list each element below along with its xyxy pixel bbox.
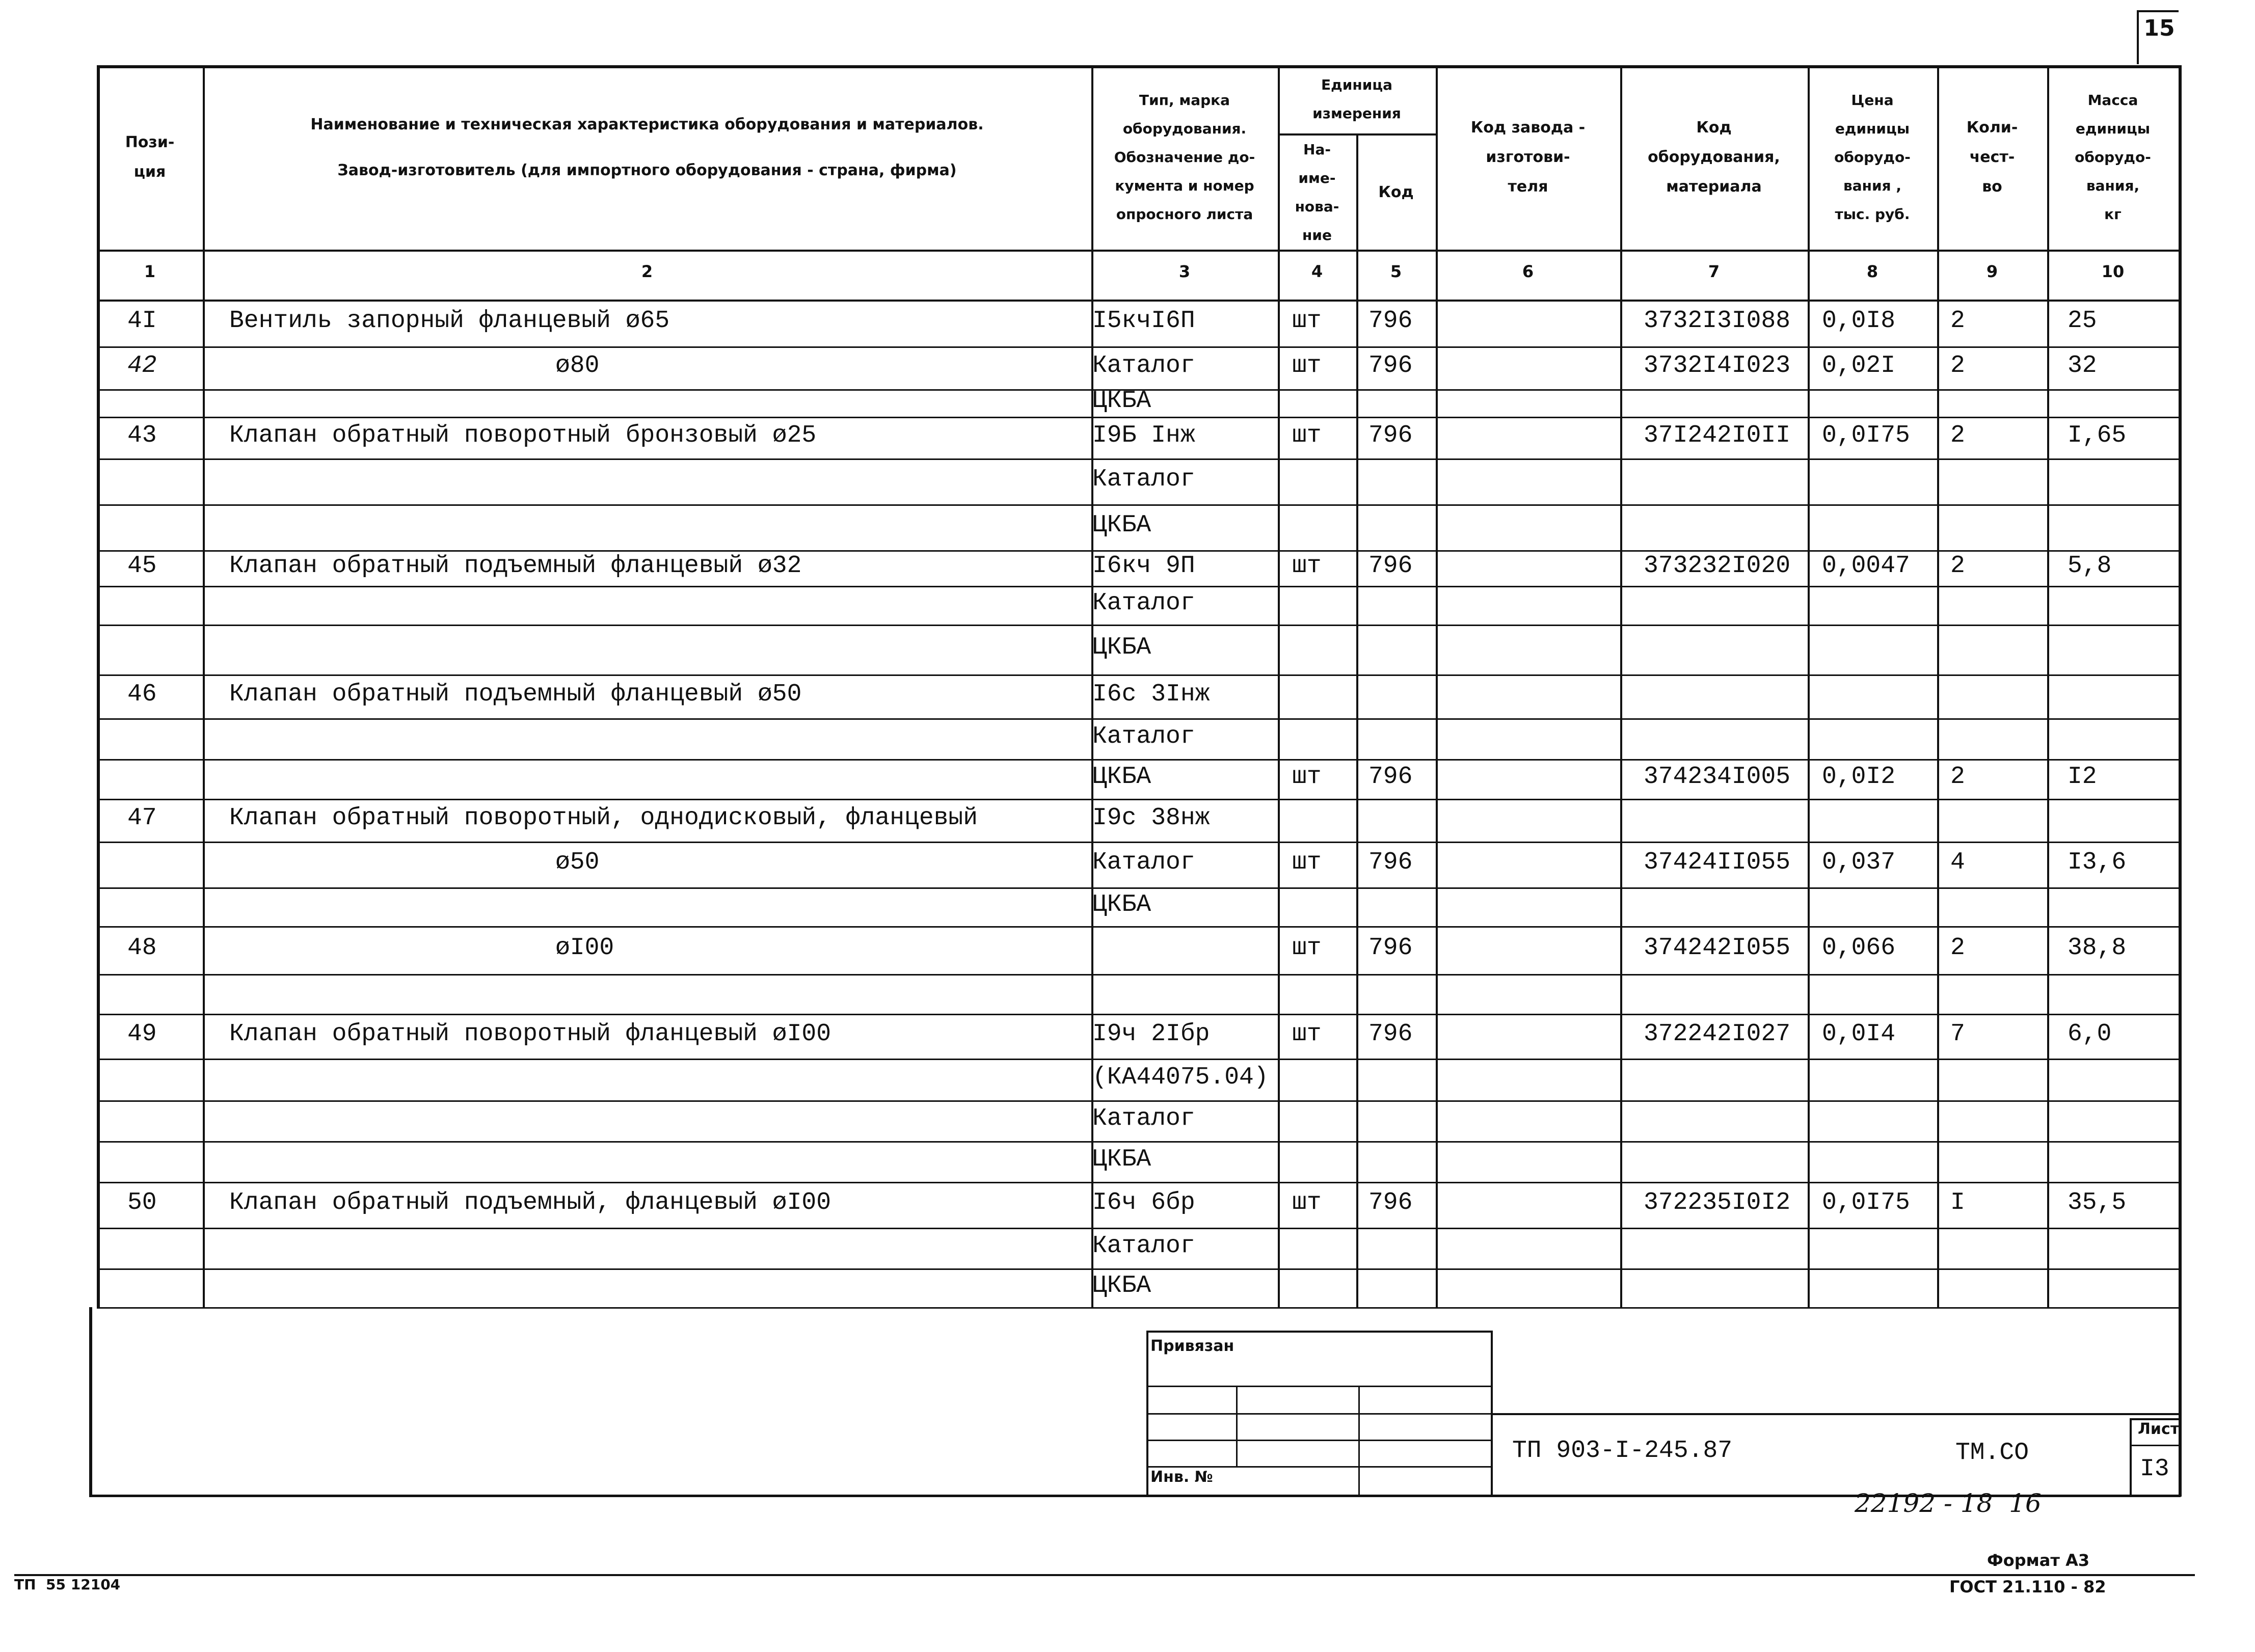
type-cell: I5кчI6П: [1092, 307, 1195, 335]
stamp-row: [1146, 1440, 1493, 1441]
mass-cell: I3,6: [2068, 849, 2127, 876]
column-number: 10: [2101, 262, 2125, 281]
row-divider: [97, 674, 2179, 676]
row-divider: [97, 799, 2179, 800]
unit-code-cell: 796: [1368, 1020, 1413, 1048]
stamp-row: [1146, 1413, 1493, 1415]
row-divider: [97, 1059, 2179, 1060]
type-cell: Каталог: [1092, 849, 1195, 876]
header-plant-code: Код завода - изготови- теля: [1470, 119, 1586, 196]
header-unit-name: На- име- нова- ние: [1295, 141, 1339, 243]
header-price: Цена единицы оборудо- вания , тыс. руб.: [1834, 92, 1911, 223]
unit-code-cell: 796: [1368, 352, 1413, 380]
row-divider: [97, 504, 2179, 506]
header-name-line2: Завод-изготовитель (для импортного оборудования - страна, фирма): [337, 161, 957, 179]
row-divider: [97, 926, 2179, 928]
type-cell: (КА44075.04): [1092, 1064, 1269, 1091]
mass-cell: 38,8: [2068, 934, 2127, 962]
footer-left-code: ТП 55 12104: [14, 1576, 121, 1593]
type-cell: Каталог: [1092, 723, 1195, 750]
unit-code-cell: 796: [1368, 763, 1413, 791]
column-number: 9: [1986, 262, 1998, 281]
header-quantity: Коли- чест- во: [1966, 119, 2018, 196]
equipment-code-cell: 374234I005: [1644, 763, 1791, 791]
name-cell: Вентиль запорный фланцевый ø65: [229, 307, 670, 335]
header-mass: Масса единицы оборудо- вания, кг: [2075, 92, 2151, 223]
type-cell: I6кч 9П: [1092, 552, 1195, 580]
type-cell: Каталог: [1092, 589, 1195, 617]
column-number-row-border: [97, 300, 2179, 302]
mass-cell: 25: [2068, 307, 2097, 335]
equipment-code-cell: 3732I3I088: [1644, 307, 1791, 335]
header-bottom-border: [97, 250, 2179, 252]
column-number: 7: [1708, 262, 1720, 281]
unit-name-cell: шт: [1292, 1189, 1322, 1216]
equipment-code-cell: 374242I055: [1644, 934, 1791, 962]
position-cell: 48: [127, 934, 157, 962]
sheet-box-left: [2130, 1418, 2132, 1495]
quantity-cell: 2: [1950, 422, 1965, 449]
unit-name-cell: шт: [1292, 1020, 1322, 1048]
table-right-border: [2179, 65, 2182, 1307]
frame-right-border: [2179, 1307, 2182, 1497]
sheet-box-divider: [2130, 1445, 2181, 1446]
stamp-doc-code: ТП 903-I-245.87: [1512, 1437, 1733, 1465]
stamp-section: ТМ.СО: [1955, 1439, 2029, 1467]
equipment-code-cell: 373232I020: [1644, 552, 1791, 580]
position-cell: 46: [127, 681, 157, 708]
price-cell: 0,066: [1822, 934, 1896, 962]
equipment-code-cell: 37I242I0II: [1644, 422, 1791, 449]
row-divider: [97, 759, 2179, 761]
price-cell: 0,0I8: [1822, 307, 1896, 335]
header-equipment-code: Код оборудования, материала: [1648, 119, 1780, 196]
price-cell: 0,0I75: [1822, 422, 1910, 449]
position-cell: 50: [127, 1189, 157, 1216]
price-cell: 0,02I: [1822, 352, 1896, 380]
unit-name-cell: шт: [1292, 422, 1322, 449]
row-divider: [97, 346, 2179, 348]
type-cell: ЦКБА: [1092, 763, 1151, 791]
quantity-cell: 2: [1950, 934, 1965, 962]
stamp-sheet-number: I3: [2140, 1455, 2169, 1483]
unit-name-cell: шт: [1292, 552, 1322, 580]
name-cell: ø80: [555, 352, 600, 380]
equipment-code-cell: 372242I027: [1644, 1020, 1791, 1048]
quantity-cell: 2: [1950, 552, 1965, 580]
footer-format: Формат А3: [1987, 1551, 2090, 1570]
name-cell: Клапан обратный поворотный, однодисковый, фланцевый: [229, 804, 978, 832]
mass-cell: I,65: [2068, 422, 2127, 449]
stamp-row: [1146, 1466, 1493, 1468]
row-divider: [97, 1141, 2179, 1143]
unit-name-cell: шт: [1292, 763, 1322, 791]
row-divider: [97, 887, 2179, 889]
equipment-code-cell: 3732I4I023: [1644, 352, 1791, 380]
type-cell: Каталог: [1092, 466, 1195, 493]
row-divider: [97, 1100, 2179, 1102]
title-block-top: [1491, 1413, 2181, 1415]
name-cell: Клапан обратный поворотный бронзовый ø25: [229, 422, 817, 449]
row-divider: [97, 718, 2179, 720]
handwritten-number: 22192 - 18 16: [1855, 1488, 2042, 1518]
quantity-cell: 2: [1950, 352, 1965, 380]
frame-left-border: [89, 1307, 92, 1497]
price-cell: 0,0I4: [1822, 1020, 1896, 1048]
position-cell: 45: [127, 552, 157, 580]
type-cell: ЦКБА: [1092, 387, 1151, 415]
footer-gost: ГОСТ 21.110 - 82: [1949, 1577, 2106, 1596]
page-number-box-top: [2137, 10, 2179, 12]
mass-cell: 32: [2068, 352, 2097, 380]
column-number: 6: [1522, 262, 1534, 281]
type-cell: ЦКБА: [1092, 1272, 1151, 1299]
type-cell: I6ч 6бр: [1092, 1189, 1195, 1216]
name-cell: Клапан обратный подъемный, фланцевый øI00: [229, 1189, 831, 1216]
stamp-right: [1491, 1331, 1493, 1495]
stamp-top: [1146, 1331, 1493, 1333]
row-divider: [97, 1228, 2179, 1229]
mass-cell: I2: [2068, 763, 2097, 791]
header-name-line1: Наименование и техническая характеристика оборудования и материалов.: [310, 116, 984, 133]
header-unit-group: Единица измерения: [1312, 76, 1401, 122]
unit-name-cell: шт: [1292, 934, 1322, 962]
quantity-cell: 2: [1950, 763, 1965, 791]
stamp-bound-label: Привязан: [1150, 1337, 1234, 1355]
type-cell: I9Б Iнж: [1092, 422, 1195, 449]
mass-cell: 6,0: [2068, 1020, 2112, 1048]
row-divider: [97, 586, 2179, 587]
type-cell: I6с 3Iнж: [1092, 681, 1210, 708]
equipment-code-cell: 372235I0I2: [1644, 1189, 1791, 1216]
column-number: 8: [1866, 262, 1878, 281]
stamp-col: [1358, 1386, 1360, 1495]
row-divider: [97, 974, 2179, 976]
type-cell: ЦКБА: [1092, 511, 1151, 539]
footer-line: [14, 1574, 2195, 1576]
column-number: 5: [1390, 262, 1402, 281]
row-divider: [97, 417, 2179, 418]
row-divider: [97, 1268, 2179, 1270]
header-unit-code: Код: [1378, 183, 1414, 201]
name-cell: øI00: [555, 934, 614, 962]
name-cell: Клапан обратный подъемный фланцевый ø50: [229, 681, 802, 708]
unit-name-cell: шт: [1292, 352, 1322, 380]
column-number: 3: [1178, 262, 1191, 281]
page-number-box-left: [2137, 10, 2139, 64]
type-cell: ЦКБА: [1092, 634, 1151, 661]
stamp-col: [1236, 1386, 1238, 1466]
stamp-inv-label: Инв. №: [1150, 1468, 1213, 1486]
equipment-code-cell: 37424II055: [1644, 849, 1791, 876]
type-cell: I9с 38нж: [1092, 804, 1210, 832]
price-cell: 0,0I75: [1822, 1189, 1910, 1216]
row-divider: [97, 1307, 2179, 1309]
position-cell: 47: [127, 804, 157, 832]
stamp-sheet-label: Лист: [2138, 1420, 2180, 1438]
row-divider: [97, 458, 2179, 460]
column-number: 2: [641, 262, 653, 281]
stamp-left: [1146, 1331, 1148, 1495]
quantity-cell: 7: [1950, 1020, 1965, 1048]
row-divider: [97, 842, 2179, 843]
unit-code-cell: 796: [1368, 422, 1413, 449]
price-cell: 0,0047: [1822, 552, 1910, 580]
unit-code-cell: 796: [1368, 307, 1413, 335]
unit-name-cell: шт: [1292, 849, 1322, 876]
position-cell: 4I: [127, 307, 157, 335]
type-cell: ЦКБА: [1092, 891, 1151, 918]
row-divider: [97, 1014, 2179, 1015]
stamp-row: [1146, 1386, 1493, 1387]
position-cell: 49: [127, 1020, 157, 1048]
unit-code-cell: 796: [1368, 1189, 1413, 1216]
quantity-cell: I: [1950, 1189, 1965, 1216]
type-cell: Каталог: [1092, 1232, 1195, 1260]
row-divider: [97, 625, 2179, 626]
page-number: 15: [2143, 15, 2175, 41]
unit-code-cell: 796: [1368, 934, 1413, 962]
row-divider: [97, 1182, 2179, 1183]
header-type: Тип, марка оборудования. Обозначение до- кумента и номер опросного листа: [1114, 92, 1255, 223]
unit-code-cell: 796: [1368, 849, 1413, 876]
header-position: Пози- ция: [125, 133, 175, 181]
column-divider: [1356, 133, 1358, 1307]
price-cell: 0,0I2: [1822, 763, 1896, 791]
type-cell: ЦКБА: [1092, 1146, 1151, 1173]
column-number: 1: [144, 262, 156, 281]
price-cell: 0,037: [1822, 849, 1896, 876]
name-cell: Клапан обратный поворотный фланцевый øI00: [229, 1020, 831, 1048]
column-number: 4: [1311, 262, 1323, 281]
type-cell: Каталог: [1092, 352, 1195, 380]
position-cell: 43: [127, 422, 157, 449]
quantity-cell: 2: [1950, 307, 1965, 335]
unit-code-cell: 796: [1368, 552, 1413, 580]
type-cell: I9ч 2Iбр: [1092, 1020, 1210, 1048]
unit-name-cell: шт: [1292, 307, 1322, 335]
mass-cell: 5,8: [2068, 552, 2112, 580]
quantity-cell: 4: [1950, 849, 1965, 876]
name-cell: Клапан обратный подъемный фланцевый ø32: [229, 552, 802, 580]
name-cell: ø50: [555, 849, 600, 876]
position-cell: 42: [127, 352, 157, 380]
mass-cell: 35,5: [2068, 1189, 2127, 1216]
type-cell: Каталог: [1092, 1105, 1195, 1132]
